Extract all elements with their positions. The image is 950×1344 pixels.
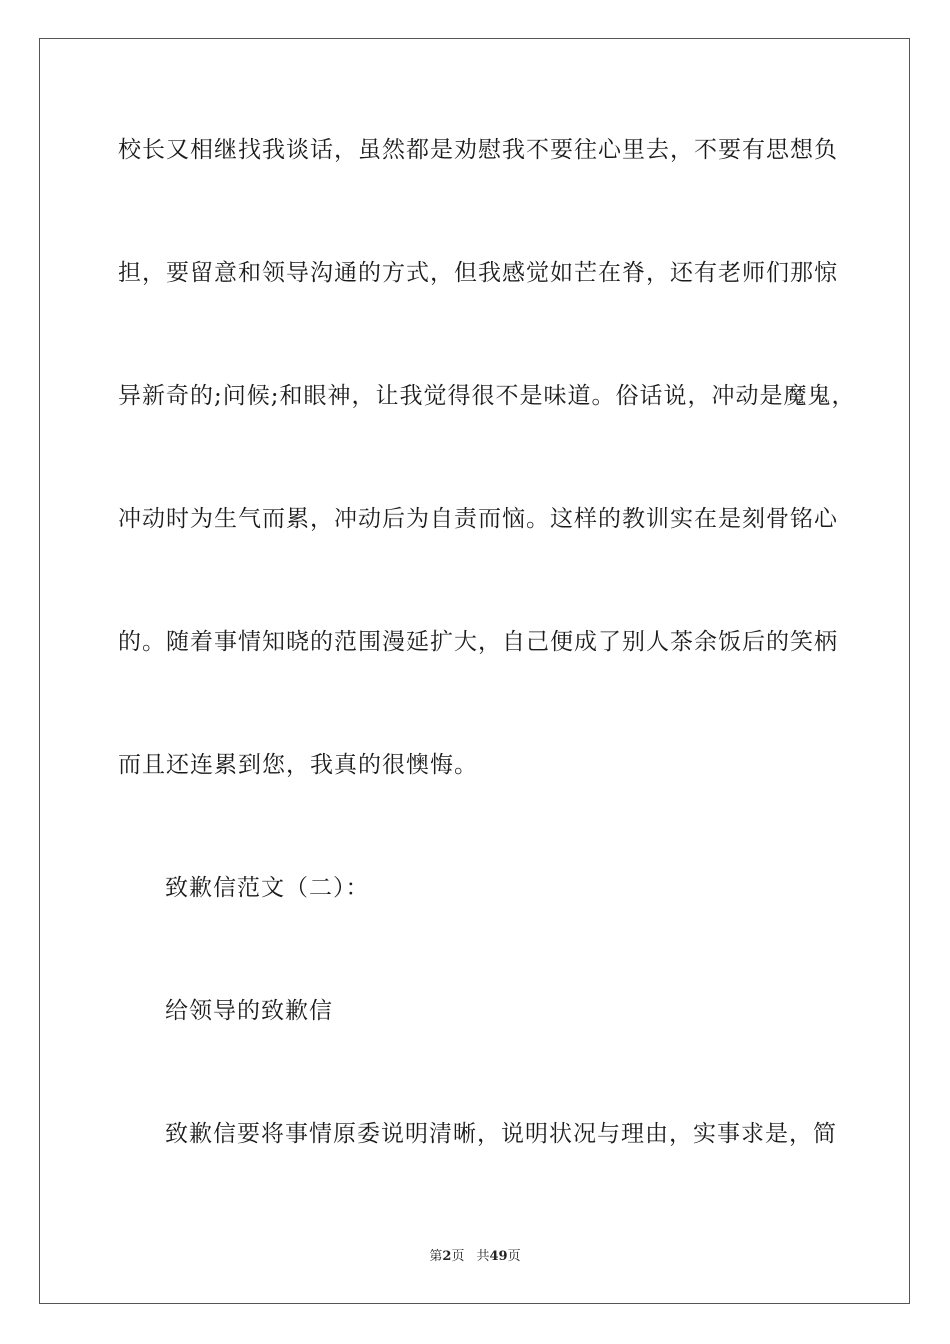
total-prefix: 共 xyxy=(476,1249,490,1264)
paragraph-line-5: 的。随着事情知晓的范围漫延扩大，自己便成了别人茶余饭后的笑柄 xyxy=(118,629,838,655)
total-suffix: 页 xyxy=(507,1249,521,1264)
final-line: 致歉信要将事情原委说明清晰，说明状况与理由，实事求是，简 xyxy=(165,1121,837,1147)
paragraph-line-3: 异新奇的;问候;和眼神，让我觉得很不是味道。俗话说，冲动是魔鬼， xyxy=(118,383,856,409)
page-number: 2 xyxy=(442,1249,452,1264)
paragraph-line-2: 担，要留意和领导沟通的方式，但我感觉如芒在脊，还有老师们那惊 xyxy=(118,260,838,286)
total-pages: 49 xyxy=(489,1249,508,1264)
section-heading: 致歉信范文（二）： xyxy=(165,875,370,901)
page-suffix: 页 xyxy=(451,1249,465,1264)
subheading: 给领导的致歉信 xyxy=(165,998,333,1024)
page-frame xyxy=(39,38,910,1304)
page-prefix: 第 xyxy=(429,1249,443,1264)
paragraph-line-1: 校长又相继找我谈话，虽然都是劝慰我不要往心里去，不要有思想负 xyxy=(118,137,838,163)
paragraph-line-4: 冲动时为生气而累，冲动后为自责而恼。这样的教训实在是刻骨铭心 xyxy=(118,506,838,532)
page-footer xyxy=(0,1248,950,1266)
paragraph-line-6: 而且还连累到您，我真的很懊悔。 xyxy=(118,752,478,778)
